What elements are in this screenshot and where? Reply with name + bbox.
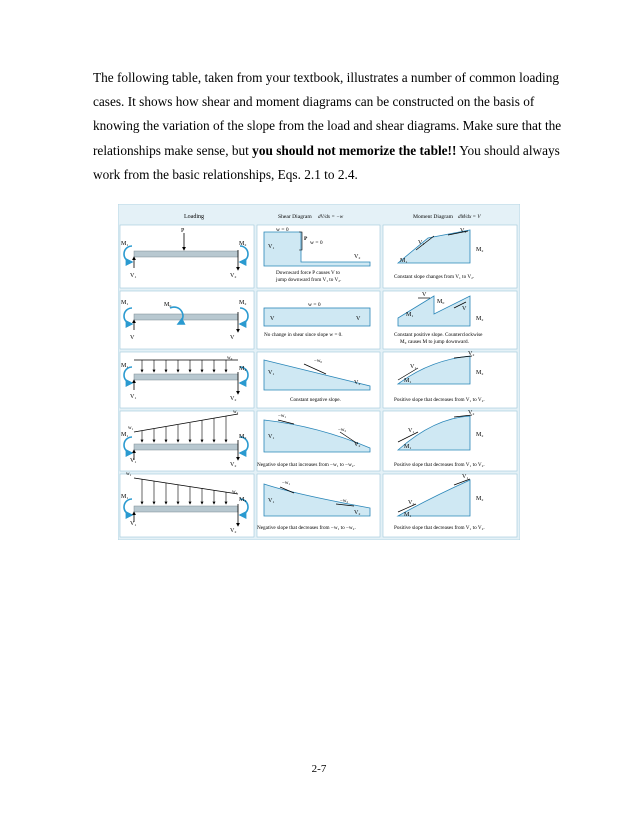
header-shear: Shear Diagram — [278, 214, 312, 220]
r3-shear-V1: V₁ — [268, 370, 275, 376]
r3-load-w0: w₀ — [227, 356, 233, 361]
r3-mom-M1: M₁ — [404, 378, 412, 384]
r5-mom-V2: V₂ — [408, 500, 415, 506]
r2-mom-M1: M₁ — [406, 312, 414, 318]
r4-load-w1: w₁ — [128, 426, 134, 431]
loading-table-figure — [118, 204, 520, 540]
r5-load-w2: w₂ — [232, 490, 238, 495]
r4-mom-V1: V₁ — [408, 428, 415, 434]
r3-load-M2: M₂ — [239, 366, 247, 372]
r5-shear-w2: −w₂ — [340, 499, 349, 504]
r1-shear-cap2: jump downward from V₁ to V₂. — [276, 277, 342, 283]
r4-load-V2: V₂ — [230, 462, 237, 468]
r5-load-M1: M₁ — [121, 494, 129, 500]
r1-shear-w0a: w = 0 — [276, 227, 289, 233]
r2-mom-cap1: Constant positive slope. Counterclockwise — [394, 332, 483, 338]
header-moment: Moment Diagram — [413, 214, 453, 220]
r5-load-M2: M₂ — [239, 497, 247, 503]
r3-load-V2: V₂ — [230, 396, 237, 402]
r4-load-M1: M₁ — [121, 432, 129, 438]
r2-load-Vb: V — [230, 335, 235, 341]
r2-mom-Vb: V — [462, 306, 467, 312]
r4-shear-V2: V₂ — [354, 442, 361, 448]
r1-shear-V2: V₂ — [354, 254, 361, 260]
r4-load-M2: M₂ — [239, 434, 247, 440]
r5-shear-w1: −w₁ — [282, 481, 291, 486]
r4-shear-w1: −w₁ — [278, 414, 287, 419]
header-moment-eq: dM/dx = V — [458, 214, 481, 220]
r2-load-M2: M₂ — [239, 300, 247, 306]
r4-load-w2: w₂ — [233, 410, 239, 415]
r3-mom-V1: V₁ — [410, 364, 417, 370]
r3-load-M1: M₁ — [121, 363, 129, 369]
r2-mom-M0: M₀ — [437, 299, 445, 305]
r1-shear-w0b: w = 0 — [310, 240, 323, 246]
r3-shear-w0: −w₀ — [314, 359, 323, 364]
r5-load-V2: V₂ — [230, 528, 237, 534]
r4-mom-cap: Positive slope that decreases from V₁ to V₂. — [394, 462, 485, 468]
r1-shear-cap1: Downward force P causes V to — [276, 270, 341, 276]
r4-load-V1: V₁ — [130, 458, 137, 464]
r4-mom-M2: M₂ — [476, 432, 484, 438]
r1-shear-V1: V₁ — [268, 244, 275, 250]
r1-shear-P: P — [304, 236, 308, 242]
r1-load-V2: V₂ — [230, 273, 237, 279]
r5-mom-M2: M₂ — [476, 496, 484, 502]
r2-load-M0: M₀ — [164, 302, 172, 308]
r5-load-V1: V₁ — [130, 521, 137, 527]
header-loading: Loading — [184, 214, 204, 220]
r5-mom-V1: V₁ — [462, 474, 469, 480]
r3-mom-cap: Positive slope that decreases from V₁ to V₂. — [394, 397, 485, 403]
r2-mom-cap2: M₀ causes M to jump downward. — [400, 339, 469, 345]
intro-bold-warning: you should not memorize the table!! — [252, 142, 457, 158]
r5-mom-M1: M₁ — [404, 512, 412, 518]
r1-mom-M2: M₂ — [476, 247, 484, 253]
r3-shear-cap: Constant negative slope. — [290, 397, 341, 403]
r1-mom-cap: Constant slope changes from V₁ to V₂. — [394, 274, 475, 280]
r5-shear-V1: V₁ — [268, 498, 275, 504]
r2-load-Va: V — [130, 335, 135, 341]
r5-shear-V2: V₂ — [354, 510, 361, 516]
r1-mom-M1: M₁ — [400, 258, 408, 264]
r2-mom-M2: M₂ — [476, 316, 484, 322]
r5-load-w1: w₁ — [126, 472, 132, 477]
r2-load-M1: M₁ — [121, 300, 129, 306]
r2-mom-Va: V — [422, 292, 427, 298]
r3-mom-V2: V₂ — [468, 351, 475, 357]
intro-text-1: The following table, taken from your textbook, illustrates a number of common loading cases. It shows how shear and moment diagrams can be constructed on the basis of knowing the variation of the slope from the load and shear diagrams. Make sure that the relationships make sense, but — [93, 70, 562, 158]
r3-load-V1: V₁ — [130, 394, 137, 400]
r2-shear-w0: w = 0 — [308, 302, 321, 308]
header-shear-eq: dV/dx = −w — [318, 214, 344, 220]
r2-shear-cap: No change in shear since slope w = 0. — [264, 332, 343, 338]
r2-shear-Va: V — [270, 316, 275, 322]
r5-mom-cap: Positive slope that decreases from V₁ to V₂. — [394, 525, 485, 531]
r1-load-V1: V₁ — [130, 273, 137, 279]
r4-shear-w2: −w₂ — [338, 428, 347, 433]
r1-load-M1: M₁ — [121, 241, 129, 247]
intro-paragraph — [93, 66, 563, 187]
r2-shear-Vb: V — [356, 316, 361, 322]
r5-shear-cap: Negative slope that decreases from −w₁ to −w₂. — [257, 525, 356, 531]
loading-table-svg — [118, 204, 520, 540]
r1-mom-V1: V₁ — [418, 240, 425, 246]
r4-shear-cap: Negative slope that increases from −w₁ to −w₂. — [257, 462, 355, 468]
r1-load-M2: M₂ — [239, 241, 247, 247]
r3-shear-V2: V₂ — [354, 380, 361, 386]
r1-mom-V2: V₂ — [460, 228, 467, 234]
r4-mom-V2: V₂ — [468, 410, 475, 416]
r4-mom-M1: M₁ — [404, 444, 412, 450]
r4-shear-V1: V₁ — [268, 434, 275, 440]
intro-text-2: You should always work from the basic relationships, Eqs. 2.1 to 2.4. — [93, 142, 560, 182]
r1-load-P: P — [181, 228, 185, 234]
r3-mom-M2: M₂ — [476, 370, 484, 376]
page-number: 2-7 — [311, 763, 327, 775]
